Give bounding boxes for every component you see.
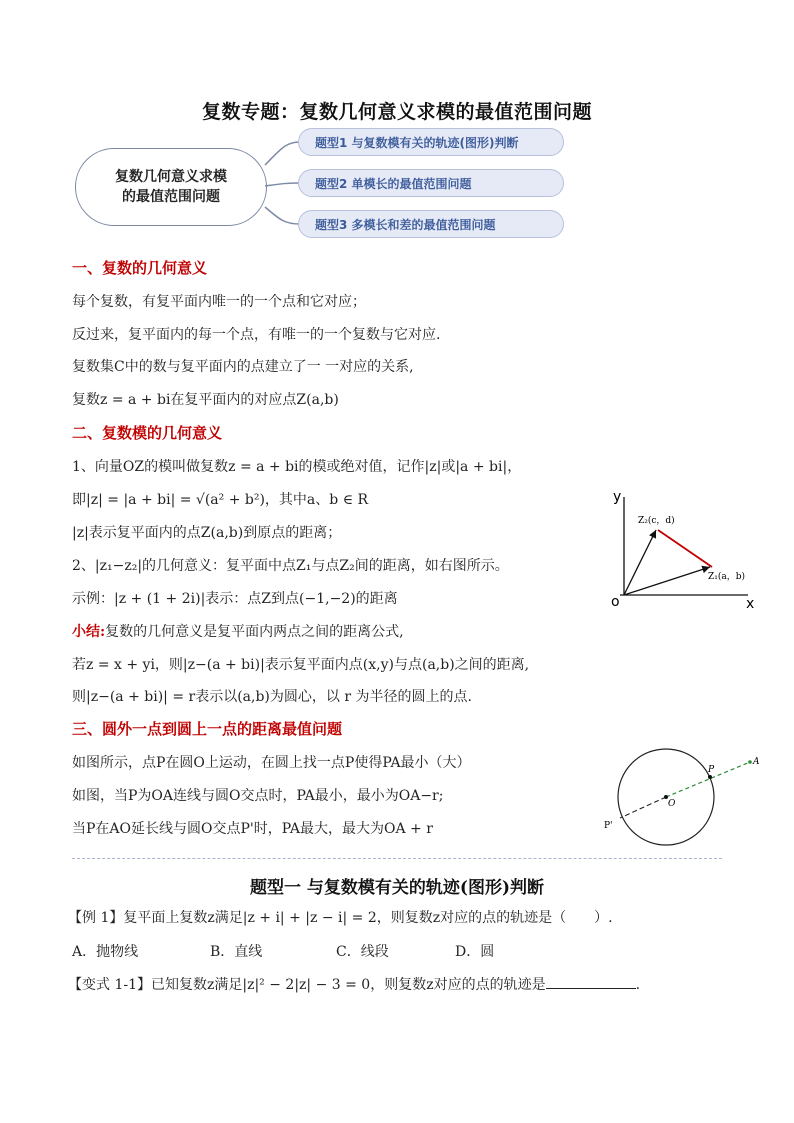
x-label: x bbox=[746, 596, 755, 612]
label-o: O bbox=[668, 799, 676, 809]
z2-label: Z₂(c，d) bbox=[638, 516, 675, 526]
section1-heading: 一、复数的几何意义 bbox=[72, 259, 208, 277]
vector-figure bbox=[600, 485, 770, 620]
section3-line: 当P在AO延长线与圆O交点P'时，PA最大，最大为OA + r bbox=[72, 821, 433, 837]
type1-heading: 题型一 与复数模有关的轨迹(图形)判断 bbox=[249, 878, 544, 898]
section1-line: 每个复数，有复平面内唯一的一个点和它对应； bbox=[72, 294, 366, 310]
line-op2 bbox=[620, 797, 666, 818]
y-label: y bbox=[613, 489, 622, 505]
origin-label: o bbox=[611, 594, 620, 610]
section2-line: 2、|z₁−z₂|的几何意义：复平面中点Z₁与点Z₂间的距离，如右图所示。 bbox=[72, 558, 509, 574]
label-a: A bbox=[753, 757, 760, 767]
variant-period: . bbox=[635, 977, 641, 993]
variant-text: 【变式 1-1】已知复数z满足|z|² − 2|z| − 3 = 0，则复数z对应的点的轨迹是 bbox=[68, 977, 546, 993]
summary-line: 若z = x + yi，则|z−(a + bi)|表示复平面内点(x,y)与点(a,b)之间的距离, bbox=[72, 657, 530, 673]
section2-line: 1、向量OZ的模叫做复数z = a + bi的模或绝对值，记作|z|或|a + bi|， bbox=[72, 459, 522, 475]
point-a-dot bbox=[748, 760, 752, 764]
vector-z1z2 bbox=[658, 530, 712, 567]
section-separator bbox=[72, 858, 722, 859]
summary-text: 复数的几何意义是复平面内两点之间的距离公式, bbox=[105, 624, 404, 640]
section1-line: 复数z = a + bi在复平面内的对应点Z(a,b) bbox=[72, 392, 339, 408]
section2-heading: 二、复数模的几何意义 bbox=[72, 424, 223, 442]
mindmap-root bbox=[75, 148, 267, 226]
mindmap-node-type2: 题型2 单模长的最值范围问题 bbox=[298, 169, 564, 197]
section2-line: 示例：|z + (1 + 2i)|表示：点Z到点(−1,−2)的距离 bbox=[72, 591, 398, 607]
section1-line: 复数集C中的数与复平面内的点建立了一 一对应的关系, bbox=[72, 359, 414, 375]
option-d: D．圆 bbox=[455, 944, 495, 960]
option-a: A．抛物线 bbox=[72, 944, 139, 960]
example-1: 【例 1】复平面上复数z满足|z + i| + |z − i| = 2，则复数z对应的点的轨迹是（ ）. bbox=[68, 910, 613, 926]
mindmap-node-type3: 题型3 多模长和差的最值范围问题 bbox=[298, 210, 564, 238]
section2-line: |z|表示复平面内的点Z(a,b)到原点的距离； bbox=[72, 525, 342, 541]
summary-line bbox=[72, 621, 404, 641]
page-title: 复数专题：复数几何意义求模的最值范围问题 bbox=[201, 101, 592, 123]
vector-oz1 bbox=[624, 567, 710, 595]
section3-line: 如图所示，点P在圆O上运动，在圆上找一点P使得PA最小（大） bbox=[72, 755, 471, 771]
section3-line: 如图，当P为OA连线与圆O交点时，PA最小，最小为OA−r; bbox=[72, 788, 444, 804]
mindmap-root-line1: 复数几何意义求模 bbox=[115, 169, 227, 185]
z1-label: Z₁(a，b) bbox=[708, 572, 746, 582]
answer-blank bbox=[546, 974, 636, 989]
vector-oz2 bbox=[624, 530, 656, 595]
summary-line: 则|z−(a + bi)| = r表示以(a,b)为圆心，以 r 为半径的圆上的点. bbox=[72, 689, 472, 705]
option-c: C．线段 bbox=[336, 944, 389, 960]
label-p: P bbox=[708, 765, 715, 775]
mindmap-node-type1: 题型1 与复数模有关的轨迹(图形)判断 bbox=[298, 128, 564, 156]
mindmap-root-line2: 的最值范围问题 bbox=[122, 189, 220, 205]
label-p-prime: P' bbox=[604, 821, 613, 831]
circle-figure bbox=[600, 742, 770, 854]
option-b: B．直线 bbox=[210, 944, 263, 960]
section1-line: 反过来，复平面内的每一个点，有唯一的一个复数与它对应. bbox=[72, 327, 441, 343]
section3-heading: 三、圆外一点到圆上一点的距离最值问题 bbox=[72, 720, 343, 738]
variant-1-1 bbox=[68, 974, 640, 994]
section2-line: 即|z| = |a + bi| = √(a² + b²)，其中a、b ∈ R bbox=[72, 492, 369, 508]
summary-label: 小结: bbox=[72, 624, 106, 640]
point-p-dot bbox=[708, 775, 712, 779]
